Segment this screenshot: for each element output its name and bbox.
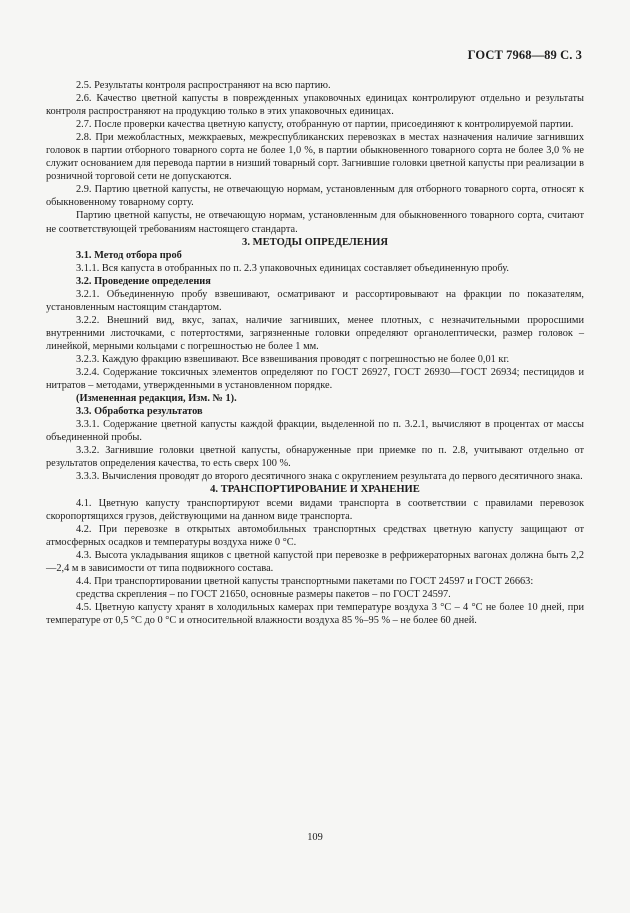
heading-3-3: 3.3. Обработка результатов	[76, 406, 203, 418]
paragraph-3-2-2: 3.2.2. Внешний вид, вкус, запах, наличие загнивших, менее плотных, с незначительными проросшими внутренними листочками, с потертостями, загрязненные головки определяют органолептически, размер головок – линейкой, мерными кольцами с погрешностью не более 1 мм.	[46, 314, 584, 352]
paragraph-3-3-3: 3.3.3. Вычисления проводят до второго десятичного знака с округлением результата до первого десятичного знака.	[76, 471, 583, 483]
document-body	[46, 79, 584, 627]
paragraph-2-6: 2.6. Качество цветной капусты в поврежденных упаковочных единицах контролируют отдельно и результаты контроля распространяют на продукцию только в этих упаковочных единицах.	[46, 93, 584, 118]
page-number: 109	[307, 832, 323, 843]
paragraph-3-3-2: 3.3.2. Загнившие головки цветной капусты, обнаруженные при приемке по п. 2.8, учитывают отдельно от результатов определения качества, то есть сверх 100 %.	[46, 445, 584, 470]
amendment-note: (Измененная редакция, Изм. № 1).	[76, 393, 237, 405]
section-4-title: 4. ТРАНСПОРТИРОВАНИЕ И ХРАНЕНИЕ	[210, 484, 420, 496]
paragraph-2-5: 2.5. Результаты контроля распространяют на всю партию.	[76, 80, 331, 91]
heading-3-1: 3.1. Метод отбора проб	[76, 249, 182, 261]
paragraph-3-2-3: 3.2.3. Каждую фракцию взвешивают. Все взвешивания проводят с погрешностью не более 0,01 кг.	[76, 353, 510, 365]
paragraph-4-1: 4.1. Цветную капусту транспортируют всеми видами транспорта в соответствии с правилами перевозок скоропортящихся грузов, действующими на данном виде транспорта.	[46, 497, 584, 522]
page-header: ГОСТ 7968—89 С. 3	[467, 48, 582, 62]
paragraph-2-8: 2.8. При межобластных, межкраевых, межреспубликанских перевозках в местах назначения наличие загнивших головок в партии отборного товарного сорта не более 1,0 %, в партии обыкновенного товарного сорта не более 3,0 % не служит основанием для перевода партии в низший товарный сорт. Загнившие головки цветной капусты при реализации в розничной торговой сети не допускаются.	[46, 132, 584, 183]
paragraph-2-9: 2.9. Партию цветной капусты, не отвечающую нормам, установленным для отборного товарного сорта, относят к обыкновенному товарному сорту.	[46, 184, 584, 209]
paragraph-3-3-1: 3.3.1. Содержание цветной капусты каждой фракции, выделенной по п. 3.2.1, вычисляют в процентах от массы объединенной пробы.	[46, 419, 584, 444]
paragraph-4-5: 4.5. Цветную капусту хранят в холодильных камерах при температуре воздуха 3 °С – 4 °С не более 10 дней, при температуре от 0,5 °С до 0 °С и относительной влажности воздуха 85 %–95 % – не более 60 дней.	[46, 601, 584, 626]
heading-3-2: 3.2. Проведение определения	[76, 275, 211, 287]
paragraph-4-4: 4.4. При транспортировании цветной капусты транспортными пакетами по ГОСТ 24597 и ГОСТ 26663:	[76, 575, 534, 587]
paragraph-4-2: 4.2. При перевозке в открытых автомобильных транспортных средствах цветную капусту защищают от атмосферных осадков и температуры воздуха ниже 0 °С.	[46, 523, 584, 548]
paragraph-3-2-1: 3.2.1. Объединенную пробу взвешивают, осматривают и рассортировывают на фракции по показателям, установленным настоящим стандартом.	[46, 288, 584, 313]
section-3-title: 3. МЕТОДЫ ОПРЕДЕЛЕНИЯ	[242, 236, 388, 248]
paragraph-3-1-1: 3.1.1. Вся капуста в отобранных по п. 2.3 упаковочных единицах составляет объединенную пробу.	[76, 262, 510, 274]
paragraph-4-4-b: средства скрепления – по ГОСТ 21650, основные размеры пакетов – по ГОСТ 24597.	[76, 588, 451, 600]
paragraph-2-7: 2.7. После проверки качества цветную капусту, отобранную от партии, присоединяют к контролируемой партии.	[76, 119, 574, 131]
paragraph-2-9-b: Партию цветной капусты, не отвечающую нормам, установленным для обыкновенного товарного сорта, считают не соответствующей требованиям настоящего стандарта.	[46, 210, 584, 235]
paragraph-4-3: 4.3. Высота укладывания ящиков с цветной капустой при перевозке в рефрижераторных вагонах должна быть 2,2—2,4 м в зависимости от типа подвижного состава.	[46, 549, 584, 574]
paragraph-3-2-4: 3.2.4. Содержание токсичных элементов определяют по ГОСТ 26927, ГОСТ 26930—ГОСТ 26934; пестицидов и нитратов – методами, утвержденными в установленном порядке.	[46, 367, 584, 392]
